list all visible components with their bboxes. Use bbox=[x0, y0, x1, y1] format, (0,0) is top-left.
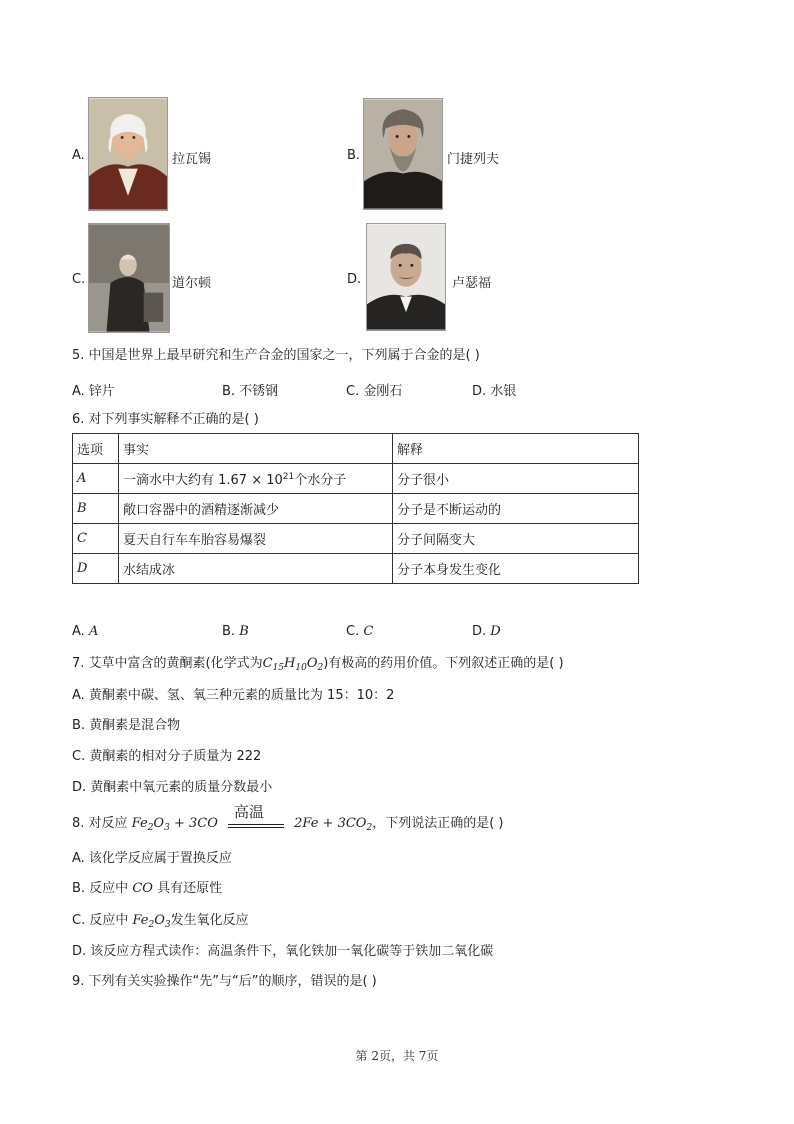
option-b-letter: B. bbox=[347, 148, 361, 163]
row-reason: 分子是不断运动的 bbox=[393, 494, 639, 524]
table-row bbox=[73, 464, 639, 494]
row-option: C bbox=[73, 524, 119, 554]
q7-option-b: B. 黄酮素是混合物 bbox=[72, 718, 181, 733]
table-row bbox=[73, 524, 639, 554]
q6-option-a: A. A bbox=[72, 624, 99, 639]
products: $2Fe + 3CO_2$ bbox=[294, 816, 373, 833]
q8-option-d: D. 该反应方程式读作：高温条件下，氧化铁加一氧化碳等于铁加二氧化碳 bbox=[72, 944, 494, 959]
q6-option-b: B. B bbox=[222, 624, 249, 639]
option-c-letter: C. bbox=[72, 272, 86, 287]
row-fact: 水结成冰 bbox=[119, 554, 393, 584]
row-fact: 夏天自行车车胎容易爆裂 bbox=[119, 524, 393, 554]
q8-option-b: B. 反应中 CO 具有还原性 bbox=[72, 881, 223, 896]
q5-option-a: A. 锌片 bbox=[72, 384, 115, 399]
lavoisier-portrait bbox=[88, 97, 168, 211]
question-7-stem: 7. 艾草中富含的黄酮素(化学式为$C_{15}H_{10}O_2$)有极高的药用价值。下列叙述正确的是( ) bbox=[72, 656, 564, 673]
q5-option-c: C. 金刚石 bbox=[346, 384, 403, 399]
option-a-name: 拉瓦锡 bbox=[172, 152, 212, 167]
question-6-stem: 6. 对下列事实解释不正确的是( ) bbox=[72, 412, 259, 427]
row-option: A bbox=[73, 464, 119, 494]
row-fact: 敞口容器中的酒精逐渐减少 bbox=[119, 494, 393, 524]
chemical-formula: $C_{15}H_{10}O_2$ bbox=[262, 656, 324, 673]
option-b-name: 门捷列夫 bbox=[447, 152, 500, 167]
reaction-condition: 高温 bbox=[234, 803, 265, 821]
facts-table bbox=[72, 433, 639, 584]
q6-option-d: D. D bbox=[472, 624, 501, 639]
question-9-stem: 9. 下列有关实验操作“先”与“后”的顺序，错误的是( ) bbox=[72, 974, 377, 989]
header-fact: 事实 bbox=[119, 434, 393, 464]
q5-option-d: D. 水银 bbox=[472, 384, 517, 399]
table-row bbox=[73, 494, 639, 524]
row-reason: 分子本身发生变化 bbox=[393, 554, 639, 584]
row-option: B bbox=[73, 494, 119, 524]
rutherford-portrait bbox=[366, 223, 446, 331]
reaction-arrow bbox=[228, 803, 284, 834]
question-5-stem: 5. 中国是世界上最早研究和生产合金的国家之一，下列属于合金的是( ) bbox=[72, 348, 480, 363]
row-reason: 分子间隔变大 bbox=[393, 524, 639, 554]
q8-option-c: C. 反应中 $Fe_2O_3$发生氧化反应 bbox=[72, 913, 249, 930]
q6-option-c: C. C bbox=[346, 624, 374, 639]
q5-option-b: B. 不锈钢 bbox=[222, 384, 279, 399]
page-footer: 第 2页，共 7页 bbox=[355, 1049, 439, 1063]
q7-option-d: D. 黄酮素中氧元素的质量分数最小 bbox=[72, 780, 273, 795]
option-a-letter: A. bbox=[72, 148, 85, 163]
mendeleev-portrait bbox=[363, 98, 443, 210]
option-d-name: 卢瑟福 bbox=[452, 276, 492, 291]
row-fact: 一滴水中大约有 $1.67 \times 10^{21}$个水分子 bbox=[119, 464, 393, 494]
table-header-row bbox=[73, 434, 639, 464]
question-8-stem: 8. 对反应 $Fe_2O_3 + 3CO$ 高温 $2Fe + 3CO_2$，下列说法正确的是( ) bbox=[72, 803, 504, 833]
row-reason: 分子很小 bbox=[393, 464, 639, 494]
header-option: 选项 bbox=[73, 434, 119, 464]
q7-option-c: C. 黄酮素的相对分子质量为 222 bbox=[72, 749, 262, 764]
q8-option-a: A. 该化学反应属于置换反应 bbox=[72, 851, 232, 866]
option-d-letter: D. bbox=[347, 272, 362, 287]
header-reason: 解释 bbox=[393, 434, 639, 464]
q7-option-a: A. 黄酮素中碳、氢、氧三种元素的质量比为 15：10：2 bbox=[72, 688, 395, 703]
reactants: $Fe_2O_3 + 3CO$ bbox=[131, 816, 218, 833]
option-c-name: 道尔顿 bbox=[172, 276, 212, 291]
table-row bbox=[73, 554, 639, 584]
dalton-portrait bbox=[88, 223, 170, 333]
row-option: D bbox=[73, 554, 119, 584]
